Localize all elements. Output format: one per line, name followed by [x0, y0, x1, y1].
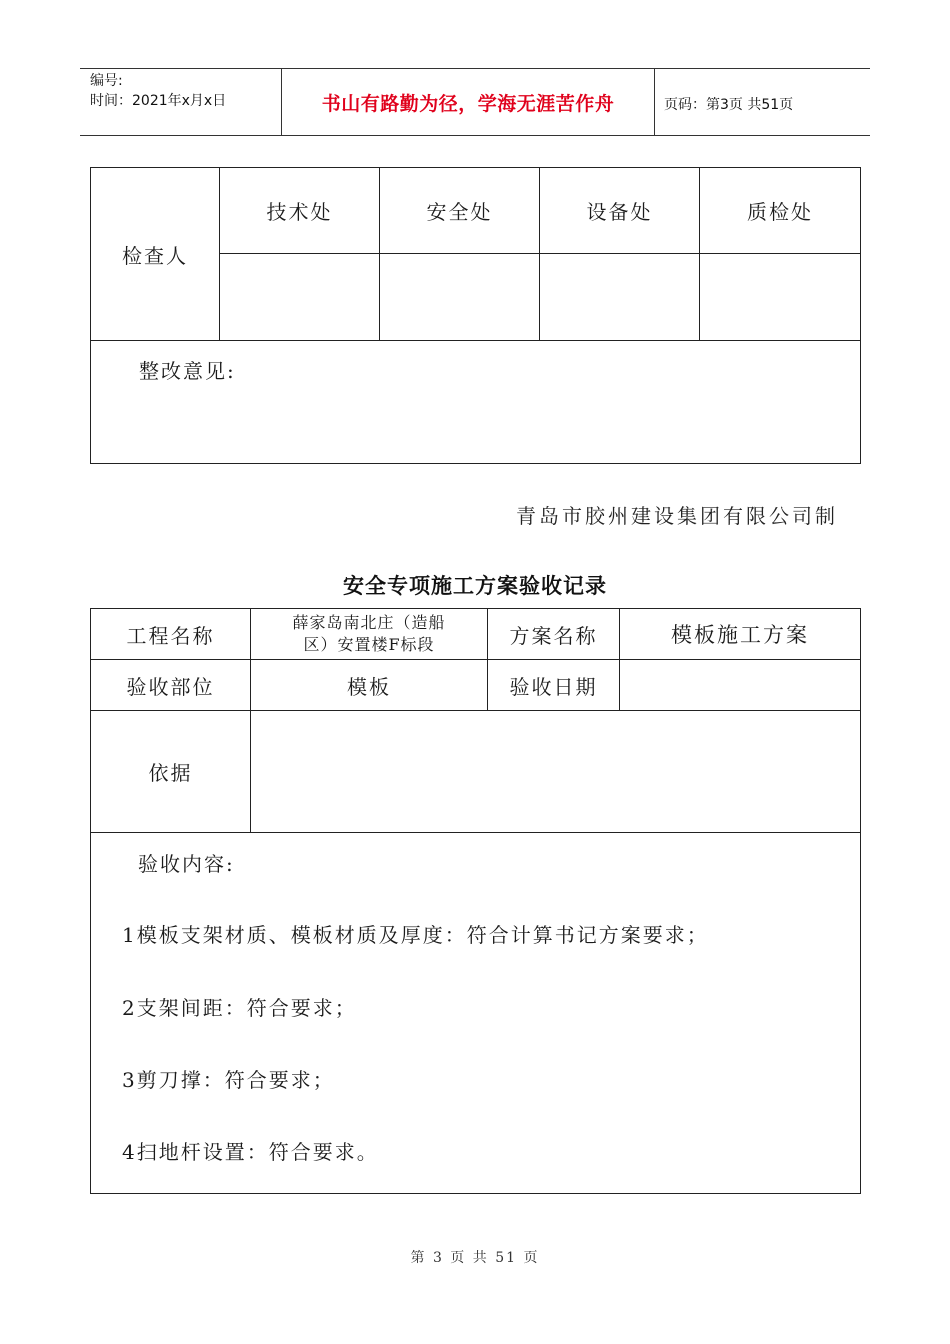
page-footer: 第 3 页 共 51 页	[410, 1250, 540, 1266]
dept-equipment: 设备处	[540, 168, 700, 254]
project-name-line1: 薛家岛南北庄（造船	[292, 613, 446, 632]
signature-safety[interactable]	[380, 254, 540, 341]
signature-quality[interactable]	[700, 254, 861, 341]
header-page-info: 页码：第3页 共51页	[664, 97, 794, 113]
rectification-label: 整改意见:	[139, 359, 236, 383]
inspector-label: 检查人	[91, 168, 220, 341]
inspection-table	[90, 167, 861, 464]
dept-quality: 质检处	[700, 168, 861, 254]
basis-value[interactable]	[251, 711, 861, 833]
plan-name-label: 方案名称	[488, 609, 620, 660]
company-name: 青岛市胶州建设集团有限公司制	[516, 504, 838, 528]
location-label: 验收部位	[91, 660, 251, 711]
plan-name-value[interactable]: 模板施工方案	[620, 609, 861, 660]
content-label: 验收内容:	[138, 852, 235, 876]
content-item-1: 1模板支架材质、模板材质及厚度：符合计算书记方案要求；	[122, 923, 709, 947]
rectification-cell[interactable]	[91, 341, 861, 464]
form-title: 安全专项施工方案验收记录	[343, 573, 607, 598]
acceptance-form	[90, 608, 861, 1194]
dept-safety: 安全处	[380, 168, 540, 254]
signature-equipment[interactable]	[540, 254, 700, 341]
content-item-4: 4扫地杆设置：符合要求。	[122, 1140, 379, 1164]
project-name-value[interactable]	[251, 609, 488, 660]
project-name-line2: 区）安置楼F标段	[303, 635, 435, 654]
signature-technical[interactable]	[220, 254, 380, 341]
header-divider-right	[654, 68, 655, 136]
project-name-label: 工程名称	[91, 609, 251, 660]
header-time: 时间：2021年x月x日	[90, 93, 227, 109]
content-item-3: 3剪刀撑：符合要求；	[122, 1068, 335, 1092]
dept-technical: 技术处	[220, 168, 380, 254]
location-value[interactable]: 模板	[251, 660, 488, 711]
header-serial: 编号:	[90, 73, 123, 89]
content-item-2: 2支架间距：符合要求；	[122, 996, 357, 1020]
date-value[interactable]	[620, 660, 861, 711]
header-slogan: 书山有路勤为径，学海无涯苦作舟	[321, 92, 615, 115]
date-label: 验收日期	[488, 660, 620, 711]
basis-label: 依据	[91, 711, 251, 833]
